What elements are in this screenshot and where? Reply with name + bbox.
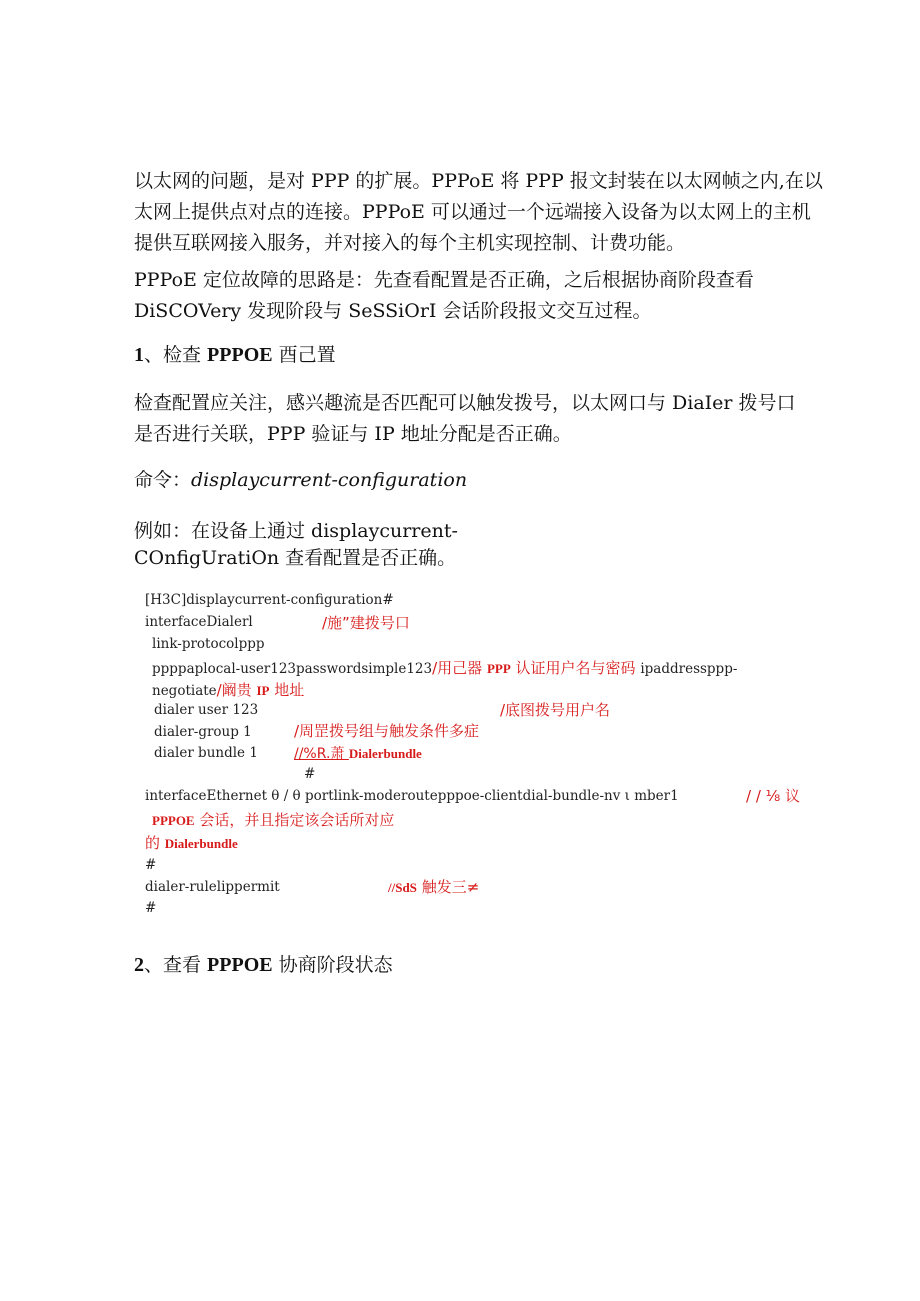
code-line: link-protocolppp bbox=[152, 636, 265, 652]
text-line: COnfigUratiOn 查看配置是否正确。 bbox=[134, 547, 457, 569]
code-annotation-bold: Dialerbundle bbox=[348, 746, 422, 761]
code-annotation-text: //%R.萧 bbox=[294, 746, 349, 762]
text-line: 例如：在设备上通过 displaycurrent- bbox=[134, 520, 458, 542]
code-annotation: /底图拨号用户名 bbox=[500, 701, 611, 719]
code-line: interfaceDialerl bbox=[145, 614, 253, 630]
code-annotation: 地址 bbox=[269, 681, 305, 699]
code-annotation: / / ⅛ 议 bbox=[746, 787, 800, 805]
code-annotation-bold: PPP bbox=[486, 661, 511, 676]
section-heading-1 bbox=[134, 340, 834, 371]
paragraph-config-focus bbox=[134, 388, 834, 450]
code-annotation bbox=[152, 809, 394, 830]
code-annotation: /阚贵 bbox=[216, 681, 257, 699]
code-annotation-bold: IP bbox=[256, 683, 270, 698]
paragraph-example bbox=[134, 518, 834, 572]
paragraph-command bbox=[134, 465, 834, 496]
heading-number: 2 bbox=[134, 954, 144, 976]
code-line: interfaceEthernet θ / θ portlink-moderoutepppoe-clientdial-bundle-nv ι mber1 bbox=[145, 788, 679, 804]
command-label: 命令： bbox=[134, 469, 192, 491]
heading-bold: PPPOE bbox=[207, 954, 273, 976]
code-annotation-bold: //SdS bbox=[388, 880, 417, 895]
code-line: dialer bundle 1 bbox=[154, 745, 258, 761]
code-line: # bbox=[304, 766, 316, 782]
code-text: ppppaplocal-user123passwordsimple123 bbox=[152, 661, 433, 677]
code-annotation: 认证用户名与密码 bbox=[510, 659, 641, 677]
code-line: dialer-group 1 bbox=[154, 724, 252, 740]
code-annotation: /周罡拨号组与触发条件多症 bbox=[294, 722, 480, 740]
code-annotation-text: 触发三≠ bbox=[416, 878, 480, 896]
code-line bbox=[152, 657, 737, 678]
code-text: negotiate bbox=[152, 683, 217, 699]
code-annotation-text: 会话，并且指定该会话所对应 bbox=[194, 811, 395, 829]
code-annotation-bold: Dialerbundle bbox=[164, 836, 238, 851]
code-line: [H3C]displaycurrent-configuration# bbox=[145, 592, 394, 608]
heading-text: 协商阶段状态 bbox=[272, 954, 393, 976]
text-line: 提供互联网接入服务，并对接入的每个主机实现控制、计费功能。 bbox=[134, 232, 686, 254]
section-heading-2 bbox=[134, 950, 834, 981]
paragraph-pppoe-intro bbox=[134, 166, 834, 259]
code-line bbox=[152, 679, 304, 700]
text-line: 是否进行关联，PPP 验证与 IP 地址分配是否正确。 bbox=[134, 423, 572, 445]
heading-text: 、查看 bbox=[144, 954, 208, 976]
code-line: # bbox=[145, 857, 157, 873]
code-line: dialer-rulelippermit bbox=[145, 879, 280, 895]
code-annotation bbox=[388, 876, 479, 897]
paragraph-troubleshoot-approach bbox=[134, 265, 834, 327]
heading-text: 酉己置 bbox=[272, 344, 336, 366]
code-annotation-bold: PPPOE bbox=[152, 813, 195, 828]
text-line: 太网上提供点对点的连接。PPPoE 可以通过一个远端接入设备为以太网上的主机 bbox=[134, 201, 811, 223]
text-line: PPPoE 定位故障的思路是：先查看配置是否正确，之后根据协商阶段查看 bbox=[134, 269, 754, 291]
code-annotation-text: 的 bbox=[145, 834, 165, 852]
code-annotation: /用己器 bbox=[432, 659, 487, 677]
command-text: displaycurrent-configuration bbox=[191, 469, 468, 491]
code-text: ipaddressppp- bbox=[640, 661, 738, 677]
text-line: 检查配置应关注，感兴趣流是否匹配可以触发拨号，以太网口与 DiaIer 拨号口 bbox=[134, 392, 796, 414]
code-line: # bbox=[145, 900, 157, 916]
code-annotation bbox=[145, 832, 238, 853]
code-annotation bbox=[294, 743, 422, 763]
code-annotation: /施”建拨号口 bbox=[322, 614, 410, 632]
code-line: dialer user 123 bbox=[154, 702, 259, 718]
text-line: 以太网的问题，是对 PPP 的扩展。PPPoE 将 PPP 报文封装在以太网帧之内,在以 bbox=[134, 170, 823, 192]
heading-bold: PPPOE bbox=[207, 344, 273, 366]
heading-number: 1 bbox=[134, 344, 144, 366]
text-line: DiSCOVery 发现阶段与 SeSSiOrI 会话阶段报文交互过程。 bbox=[134, 300, 652, 322]
heading-text: 、检查 bbox=[144, 344, 208, 366]
